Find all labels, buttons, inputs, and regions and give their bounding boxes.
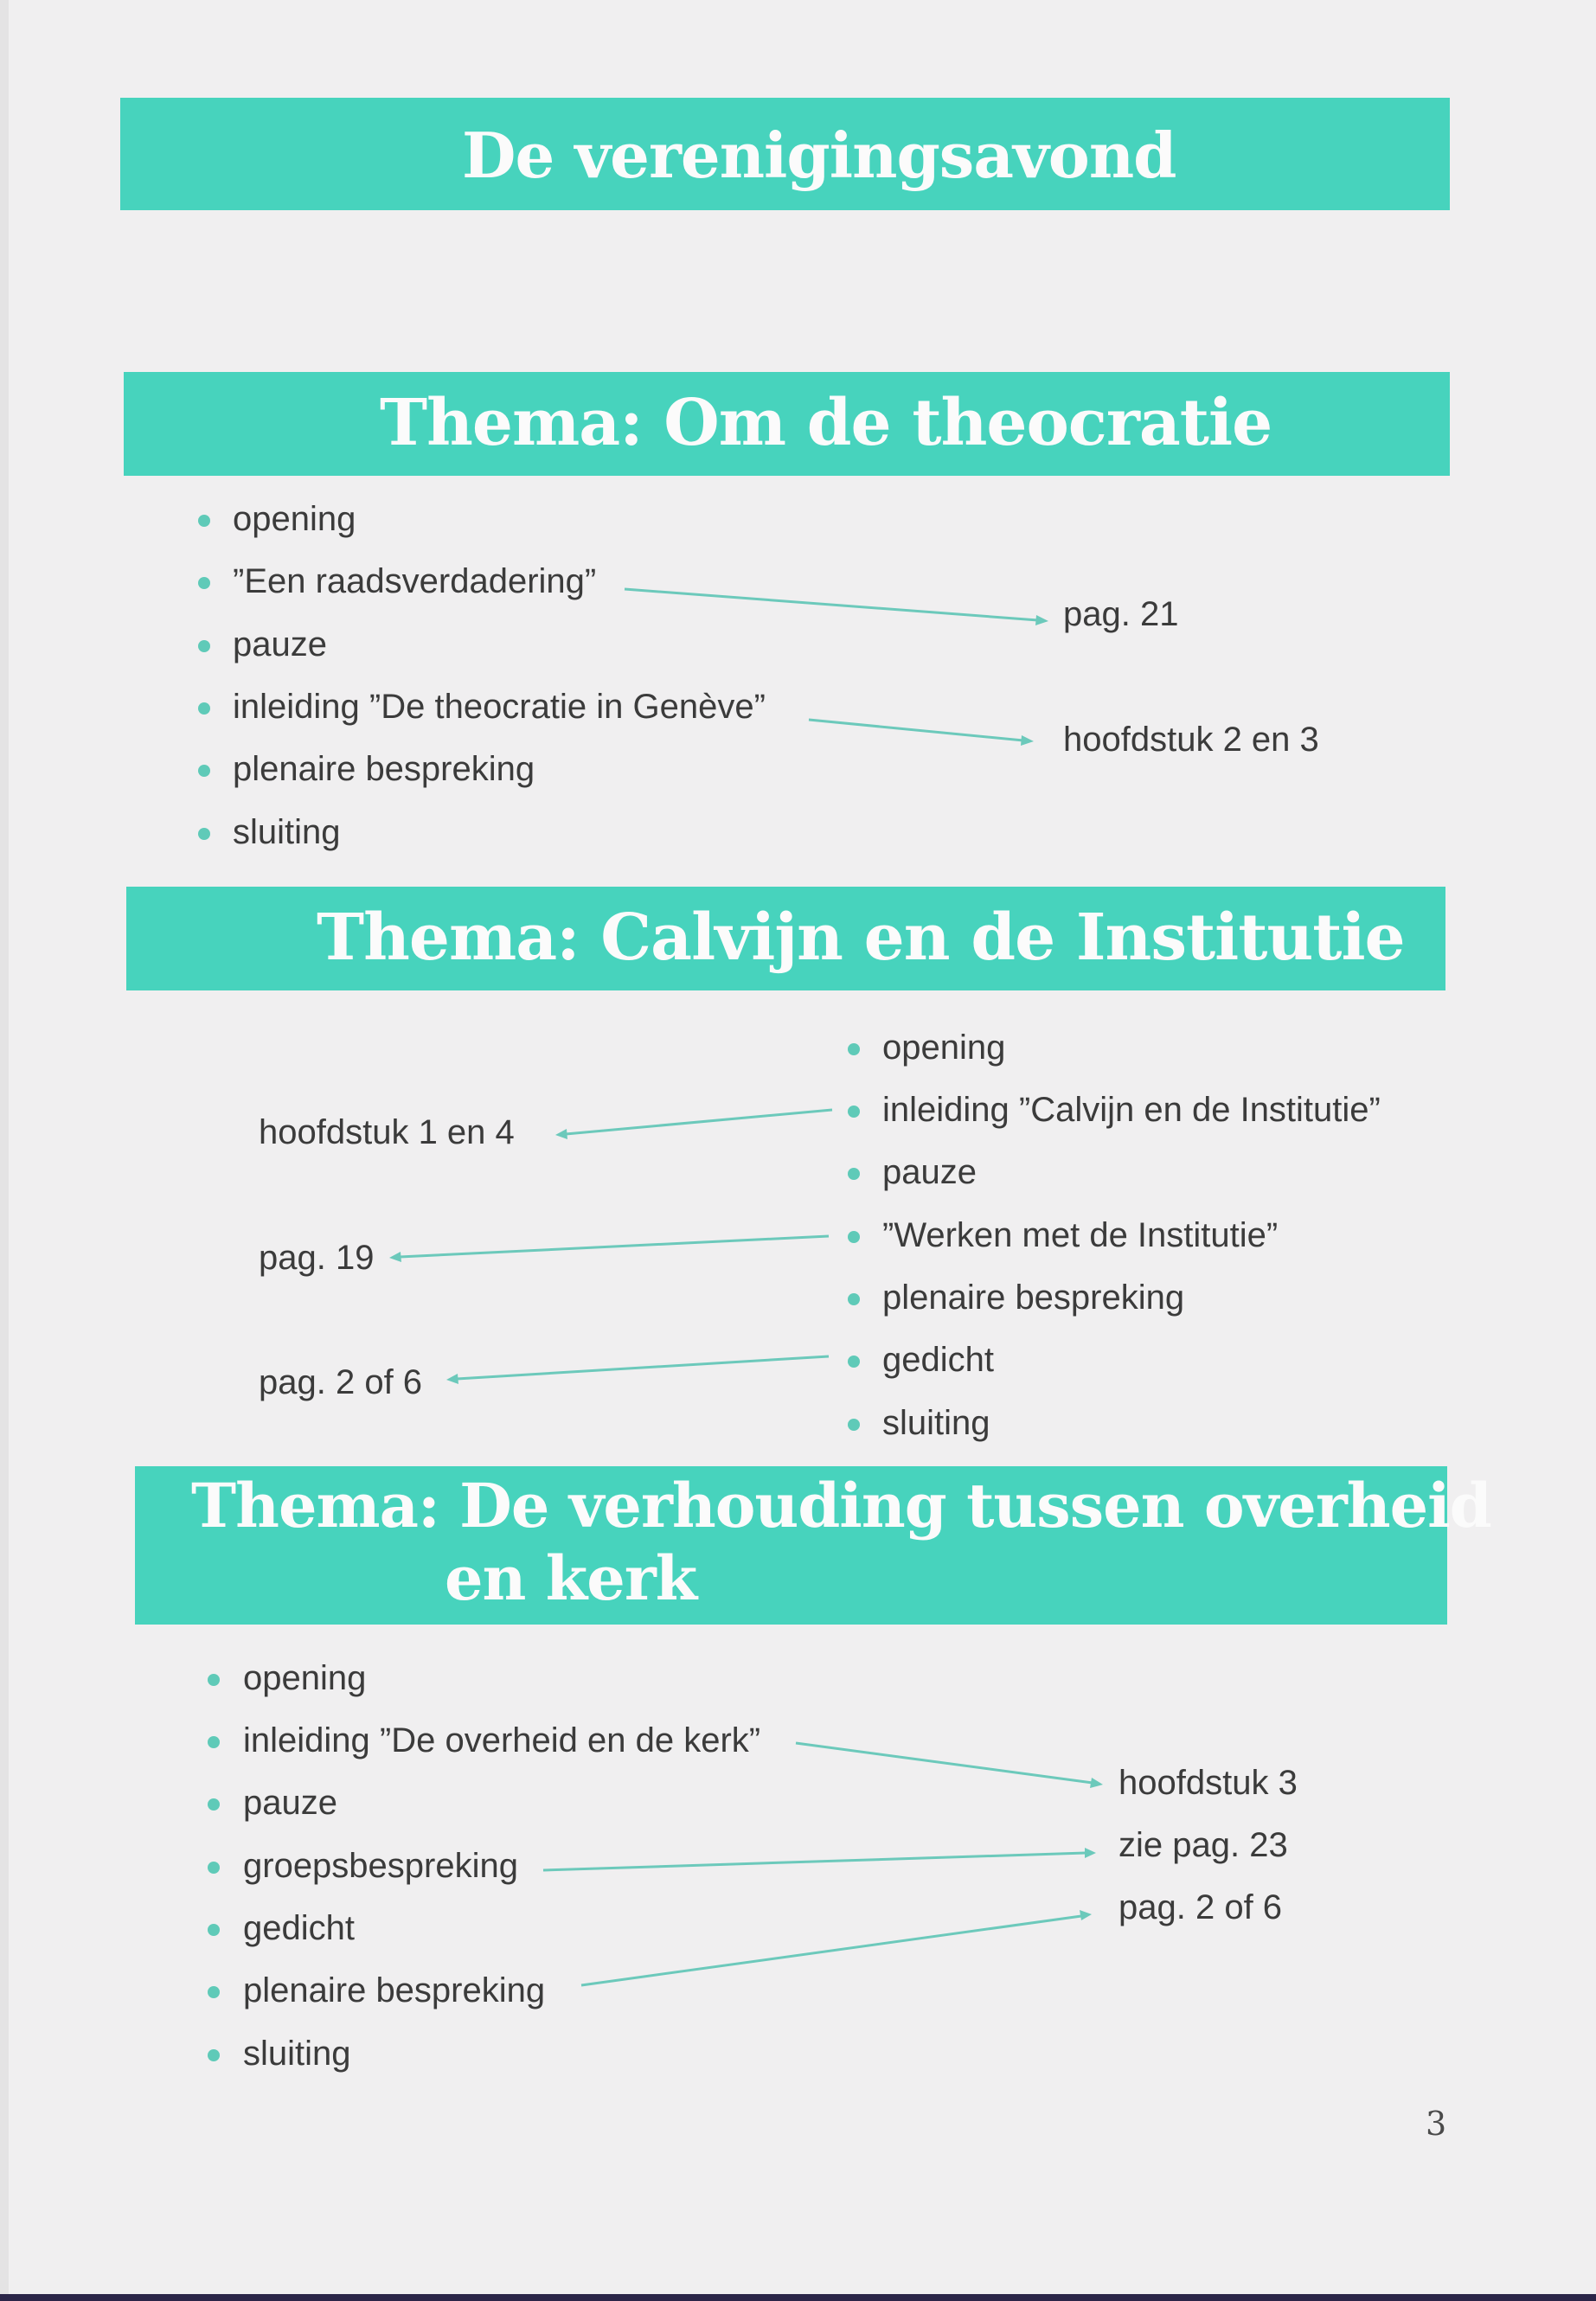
section-2-heading: Thema: Calvijn en de Institutie [317, 901, 1405, 975]
arrow-head [555, 1129, 567, 1139]
list-item: groepsbespreking [243, 1847, 518, 1885]
arrow-head [446, 1374, 458, 1384]
reference-label: pag. 19 [259, 1239, 375, 1277]
section-1-heading: Thema: Om de theocratie [380, 386, 1272, 460]
list-item: gedicht [882, 1341, 994, 1379]
section-3-heading-line-1: Thema: De verhouding tussen overheid [191, 1470, 1491, 1541]
list-item: sluiting [233, 813, 341, 851]
list-item: pauze [233, 625, 327, 663]
list-item: inleiding ”Calvijn en de Institutie” [882, 1091, 1381, 1129]
arrow-head [1090, 1778, 1103, 1788]
arrow [457, 1356, 829, 1379]
reference-label: pag. 21 [1063, 595, 1179, 633]
section-3-heading-line-2: en kerk [445, 1542, 697, 1614]
list-item: inleiding ”De theocratie in Genève” [233, 688, 766, 726]
reference-label: hoofdstuk 1 en 4 [259, 1113, 515, 1151]
bottom-edge [0, 2294, 1596, 2301]
arrow [796, 1743, 1093, 1783]
list-item: gedicht [243, 1909, 355, 1947]
arrow-head [389, 1252, 401, 1262]
arrow-head [1021, 735, 1034, 746]
reference-label: pag. 2 of 6 [259, 1363, 423, 1401]
list-item: opening [233, 500, 356, 538]
reference-label: hoofdstuk 3 [1118, 1764, 1298, 1802]
arrow-head [1080, 1910, 1092, 1920]
list-item: pauze [243, 1784, 337, 1822]
page-title: De verenigingsavond [462, 119, 1176, 192]
list-item: plenaire bespreking [243, 1971, 546, 2009]
arrow [400, 1236, 829, 1257]
reference-label: zie pag. 23 [1118, 1826, 1288, 1864]
arrow-head [1085, 1848, 1096, 1858]
page-number: 3 [1426, 2105, 1447, 2143]
arrow [543, 1853, 1086, 1870]
arrow-head [1035, 615, 1048, 625]
list-item: pauze [882, 1153, 977, 1191]
reference-label: pag. 2 of 6 [1118, 1888, 1283, 1926]
arrow [809, 720, 1023, 740]
list-item: ”Een raadsverdadering” [233, 562, 597, 600]
arrow [625, 589, 1038, 620]
arrow [581, 1916, 1081, 1985]
list-item: inleiding ”De overheid en de kerk” [243, 1721, 761, 1759]
list-item: opening [243, 1659, 367, 1697]
arrow [566, 1110, 832, 1134]
reference-label: hoofdstuk 2 en 3 [1063, 721, 1319, 759]
list-item: ”Werken met de Institutie” [882, 1216, 1279, 1254]
list-item: opening [882, 1029, 1006, 1067]
list-item: plenaire bespreking [882, 1279, 1185, 1317]
list-item: sluiting [243, 2035, 351, 2073]
list-item: plenaire bespreking [233, 750, 535, 788]
list-item: sluiting [882, 1404, 990, 1442]
